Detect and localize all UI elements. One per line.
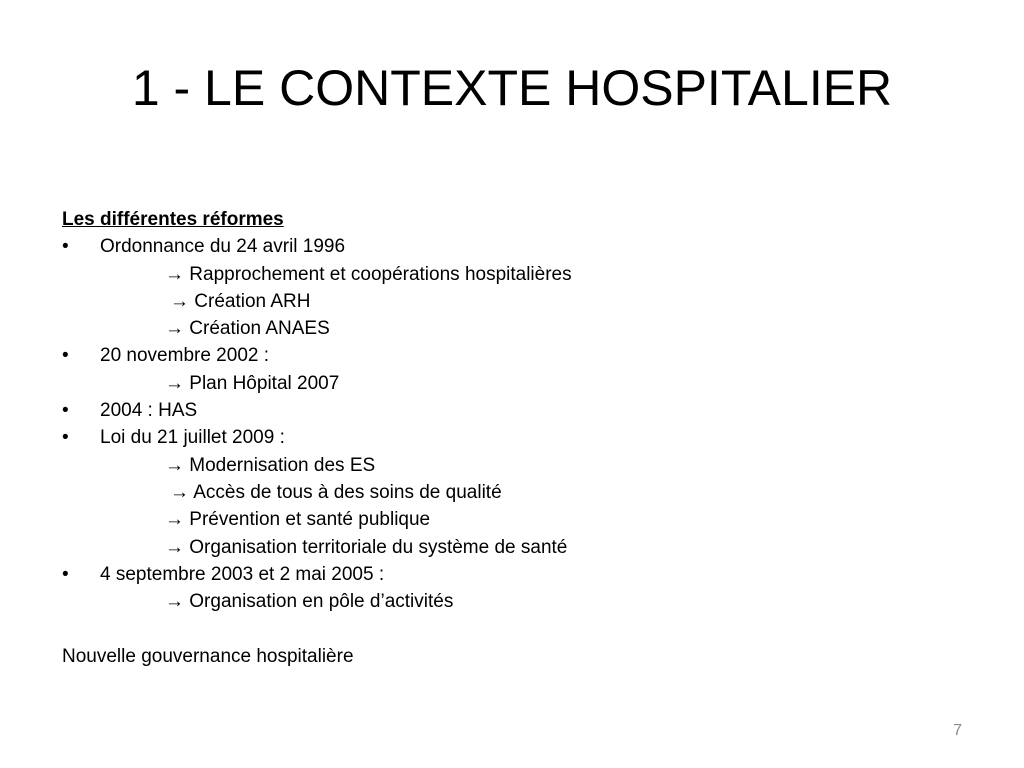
bullet-icon: • <box>62 427 69 449</box>
reform-item-ordonnance-1996 <box>62 233 962 260</box>
sub-item: → Rapprochement et coopérations hospitalières <box>165 263 572 285</box>
bullet-icon: • <box>62 563 69 585</box>
sub-item: → Création ARH <box>170 290 311 312</box>
reform-item-loi-2009 <box>62 424 962 451</box>
spacer <box>62 615 962 642</box>
reform-item-label: Loi du 21 juillet 2009 : <box>100 427 285 449</box>
bullet-icon: • <box>62 345 69 367</box>
section-heading: Les différentes réformes <box>62 209 284 230</box>
sub-item: → Accès de tous à des soins de qualité <box>170 481 502 503</box>
reform-item-has-2004 <box>62 397 962 424</box>
sub-item: → Organisation territoriale du système de santé <box>165 536 568 558</box>
sub-item: → Création ANAES <box>165 318 330 340</box>
page-number: 7 <box>953 722 962 739</box>
slide-content <box>62 206 962 670</box>
sub-item: → Organisation en pôle d’activités <box>165 591 454 613</box>
reform-item-novembre-2002 <box>62 342 962 369</box>
sub-item: → Plan Hôpital 2007 <box>165 372 340 394</box>
reform-item-label: 20 novembre 2002 : <box>100 345 270 367</box>
reform-item-label: Ordonnance du 24 avril 1996 <box>100 236 346 258</box>
sub-item: → Prévention et santé publique <box>165 509 431 531</box>
sub-item: → Modernisation des ES <box>165 454 376 476</box>
slide-title: 1 - LE CONTEXTE HOSPITALIER <box>131 60 893 116</box>
reform-item-label: 2004 : HAS <box>100 400 198 422</box>
footer-text: Nouvelle gouvernance hospitalière <box>62 645 354 667</box>
reform-item-label: 4 septembre 2003 et 2 mai 2005 : <box>100 563 385 585</box>
bullet-icon: • <box>62 236 69 258</box>
bullet-icon: • <box>62 400 69 422</box>
reform-item-2003-2005 <box>62 561 962 588</box>
